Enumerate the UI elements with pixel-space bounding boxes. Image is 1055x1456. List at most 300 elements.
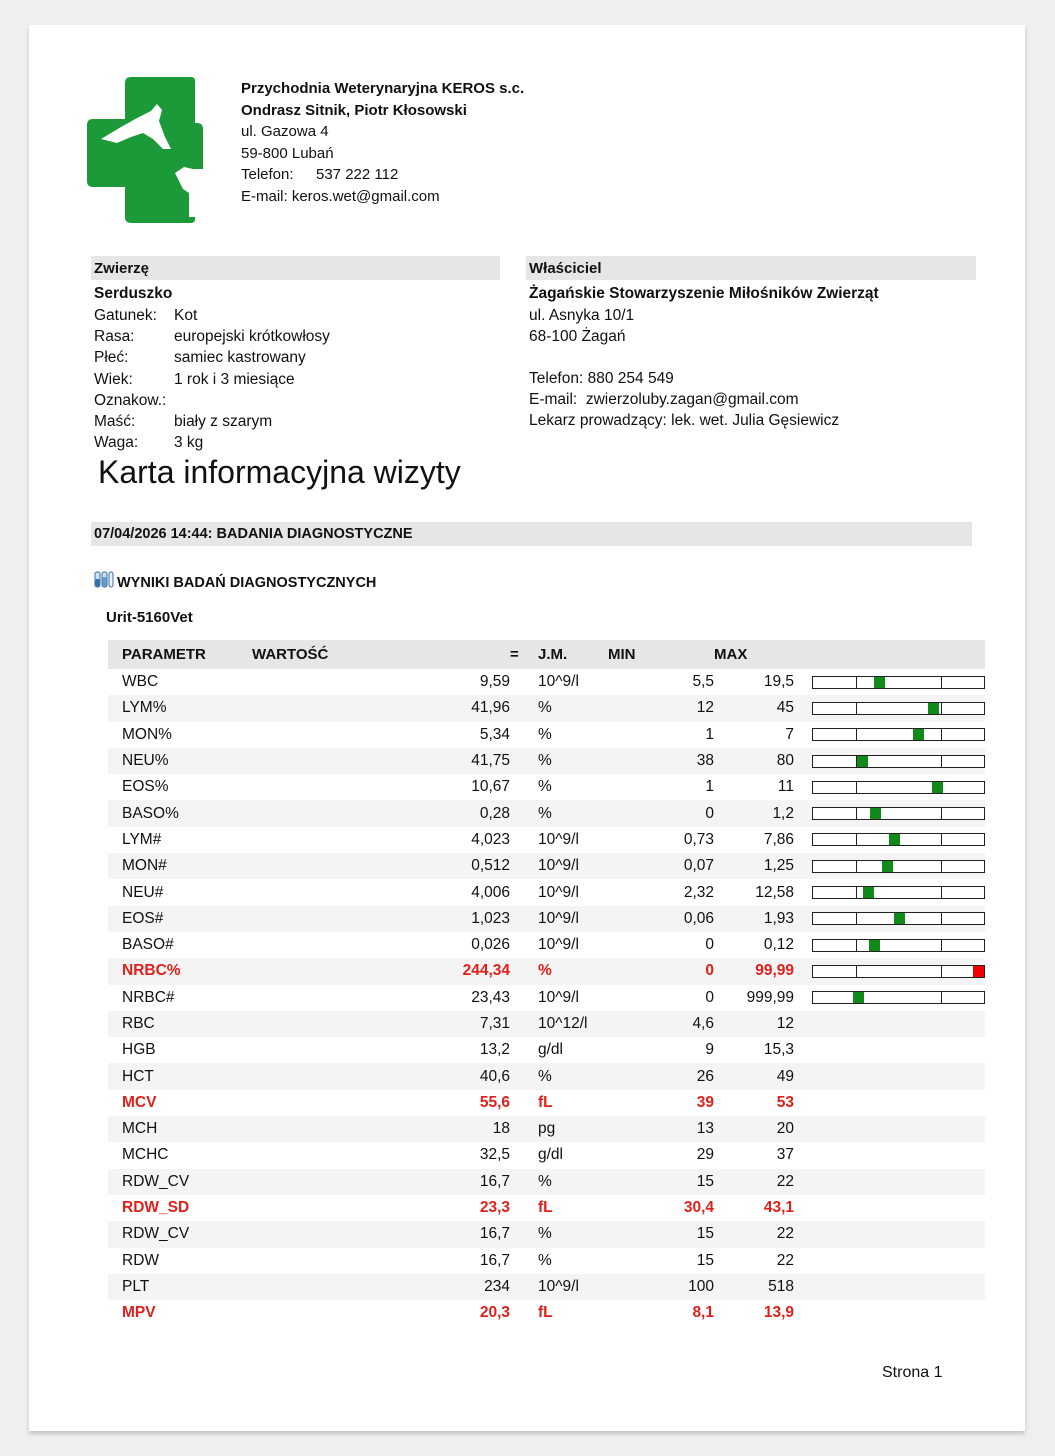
row-value: 41,96 [252, 695, 510, 721]
clinic-phone-row [241, 164, 524, 186]
row-max: 518 [714, 1274, 794, 1300]
animal-field-value: biały z szarym [174, 412, 273, 430]
table-row [108, 1221, 985, 1247]
row-unit: pg [536, 1116, 608, 1142]
row-unit: % [536, 800, 608, 826]
row-unit: 10^9/l [536, 1274, 608, 1300]
gauge-divider-high [941, 887, 942, 898]
row-unit: fL [538, 1199, 553, 1217]
animal-field-value: europejski krótkowłosy [174, 328, 330, 346]
gauge-marker [913, 729, 924, 740]
gauge-marker [870, 808, 881, 819]
row-value: 13,2 [479, 1041, 510, 1059]
owner-doctor-row [529, 410, 839, 431]
row-eq [510, 1063, 536, 1089]
row-param: BASO# [122, 936, 174, 954]
owner-phone-row [529, 368, 839, 389]
gauge-divider-low [856, 834, 857, 845]
row-gauge-cell [794, 985, 985, 1011]
row-min: 30,4 [683, 1199, 714, 1217]
row-max: 13,9 [763, 1304, 794, 1322]
table-row [108, 932, 985, 958]
range-gauge [812, 860, 985, 873]
row-value: 1,023 [252, 906, 510, 932]
animal-field-value: samiec kastrowany [174, 349, 306, 367]
clinic-phone-label: Telefon: [241, 166, 294, 183]
row-gauge-cell [794, 800, 985, 826]
animal-field-label: Oznakow.: [94, 391, 167, 409]
range-gauge [812, 886, 985, 899]
row-eq [510, 1221, 536, 1247]
animal-name: Serduszko [94, 285, 173, 302]
gauge-divider-high [941, 913, 942, 924]
row-eq [510, 906, 536, 932]
row-min: 0,73 [683, 830, 714, 848]
gauge-divider-low [856, 966, 857, 977]
row-value: 16,7 [252, 1169, 510, 1195]
clinic-logo-cross-icon [87, 77, 203, 223]
row-gauge-cell [794, 1063, 985, 1089]
gauge-marker [863, 887, 874, 898]
gauge-divider-low [856, 861, 857, 872]
document-title: Karta informacyjna wizyty [98, 454, 461, 490]
row-max: 22 [776, 1251, 794, 1269]
row-eq [510, 958, 536, 984]
row-gauge-cell [794, 1195, 985, 1221]
row-param: HCT [108, 1063, 252, 1089]
row-min: 15 [608, 1221, 714, 1247]
results-title: WYNIKI BADAŃ DIAGNOSTYCZNYCH [117, 575, 377, 591]
row-max: 11 [777, 778, 794, 796]
row-min: 2,32 [683, 883, 714, 901]
row-param: RDW_CV [108, 1169, 252, 1195]
owner-name: Żagańskie Stowarzyszenie Miłośników Zwierząt [529, 285, 879, 302]
table-row [108, 1169, 985, 1195]
row-eq [510, 1169, 536, 1195]
row-gauge-cell [794, 1037, 985, 1063]
row-value: 55,6 [479, 1093, 510, 1111]
row-gauge-cell [794, 1300, 985, 1326]
range-gauge [812, 965, 985, 978]
row-min: 9 [705, 1041, 714, 1059]
gauge-marker [869, 940, 880, 951]
row-eq [510, 1142, 536, 1168]
table-row [108, 1063, 985, 1089]
row-unit: % [536, 1221, 608, 1247]
row-param: NRBC% [108, 958, 252, 984]
row-max: 7,86 [763, 830, 794, 848]
col-header-param: PARAMETR [108, 640, 252, 669]
range-gauge [812, 755, 985, 768]
row-min: 12 [608, 695, 714, 721]
owner-address [529, 305, 634, 347]
row-unit: fL [538, 1304, 553, 1322]
animal-field-row [94, 390, 330, 411]
row-gauge-cell [794, 853, 985, 879]
table-row [108, 853, 985, 879]
row-gauge-cell [794, 1221, 985, 1247]
clinic-email-label: E-mail: [241, 187, 288, 205]
row-value: 18 [252, 1116, 510, 1142]
row-gauge-cell [794, 669, 985, 695]
row-eq [510, 1195, 536, 1221]
gauge-divider-low [856, 940, 857, 951]
gauge-divider-low [856, 808, 857, 819]
row-min: 26 [608, 1063, 714, 1089]
row-param: EOS% [122, 778, 169, 796]
gauge-marker [853, 992, 864, 1003]
range-gauge [812, 676, 985, 689]
owner-section-header: Właściciel [526, 256, 976, 280]
row-min: 5,5 [692, 673, 714, 691]
row-max: 22 [714, 1169, 794, 1195]
table-row [108, 774, 985, 800]
row-param: MPV [122, 1304, 156, 1322]
animal-field-row [94, 432, 330, 453]
row-max: 1,25 [714, 853, 794, 879]
page-number: Strona 1 [882, 1364, 943, 1381]
table-row [108, 800, 985, 826]
row-gauge-cell [794, 1116, 985, 1142]
row-param: MCH [108, 1116, 252, 1142]
row-eq [510, 1116, 536, 1142]
col-header-unit: J.M. [536, 640, 608, 669]
row-min: 39 [696, 1093, 714, 1111]
row-value: 0,512 [252, 853, 510, 879]
row-param: RBC [108, 1011, 252, 1037]
table-row [108, 695, 985, 721]
row-eq [510, 879, 536, 905]
row-min: 0 [705, 988, 714, 1006]
gauge-divider-high [941, 992, 942, 1003]
row-param: MCV [122, 1093, 157, 1111]
row-min: 8,1 [692, 1304, 714, 1322]
row-value: 20,3 [479, 1304, 510, 1322]
clinic-email-row [241, 186, 524, 208]
row-min: 1 [705, 778, 714, 796]
col-header-min: MIN [608, 640, 714, 669]
owner-email-label: E-mail: [529, 391, 578, 409]
row-param: RDW [122, 1251, 160, 1269]
row-eq [510, 774, 536, 800]
row-param: BASO% [108, 800, 252, 826]
gauge-marker [973, 966, 984, 977]
clinic-city: 59-800 Lubań [241, 144, 334, 162]
row-unit: 10^9/l [538, 883, 579, 901]
gauge-marker [882, 861, 893, 872]
row-gauge-cell [794, 932, 985, 958]
row-param: HGB [122, 1041, 156, 1059]
gauge-divider-low [856, 887, 857, 898]
document-page [29, 25, 1025, 1431]
row-value: 7,31 [252, 1011, 510, 1037]
row-min: 0,07 [608, 853, 714, 879]
owner-doctor: lek. wet. Julia Gęsiewicz [671, 412, 840, 430]
range-gauge [812, 702, 985, 715]
owner-contact [529, 368, 839, 432]
row-param: NEU# [122, 883, 164, 901]
col-header-max: MAX [714, 640, 794, 669]
owner-phone-label: Telefon: [529, 370, 584, 387]
row-min: 0 [608, 958, 714, 984]
row-param: NRBC# [122, 988, 175, 1006]
range-gauge [812, 912, 985, 925]
row-min: 15 [696, 1251, 714, 1269]
row-eq [510, 800, 536, 826]
row-gauge-cell [794, 1142, 985, 1168]
range-gauge [812, 833, 985, 846]
row-max: 0,12 [763, 936, 794, 954]
row-value: 41,75 [252, 748, 510, 774]
row-max: 99,99 [714, 958, 794, 984]
table-row [108, 1011, 985, 1037]
row-min: 1 [705, 725, 714, 743]
row-value: 16,7 [252, 1221, 510, 1247]
row-max: 49 [714, 1063, 794, 1089]
row-max: 19,5 [763, 673, 794, 691]
row-max: 15,3 [763, 1041, 794, 1059]
row-eq [510, 748, 536, 774]
table-row [108, 1300, 985, 1326]
row-unit: fL [538, 1093, 553, 1111]
row-unit: 10^9/l [538, 673, 579, 691]
row-unit: 10^9/l [536, 853, 608, 879]
row-unit: % [536, 695, 608, 721]
row-min: 15 [608, 1169, 714, 1195]
row-value: 0,026 [471, 936, 510, 954]
gauge-marker [932, 782, 943, 793]
row-param: EOS# [108, 906, 252, 932]
row-unit: 10^9/l [538, 988, 579, 1006]
row-gauge-cell [794, 774, 985, 800]
row-param: RDW_SD [122, 1199, 190, 1217]
row-unit: % [536, 958, 608, 984]
row-max: 12 [714, 1011, 794, 1037]
gauge-divider-high [941, 677, 942, 688]
row-max: 7 [785, 725, 794, 743]
table-row [108, 1116, 985, 1142]
row-gauge-cell [794, 958, 985, 984]
row-eq [510, 932, 536, 958]
animal-field-label: Waga: [94, 434, 139, 452]
row-value: 23,43 [471, 988, 510, 1006]
row-param: MON# [108, 853, 252, 879]
row-unit: 10^9/l [536, 906, 608, 932]
table-row [108, 722, 985, 748]
gauge-marker [874, 677, 885, 688]
row-gauge-cell [794, 879, 985, 905]
owner-city: 68-100 Żagań [529, 328, 626, 346]
table-row [108, 1195, 985, 1221]
row-min: 13 [608, 1116, 714, 1142]
animal-fields [94, 305, 330, 453]
animal-field-value: 1 rok i 3 miesiące [174, 370, 295, 388]
row-value: 32,5 [479, 1146, 510, 1164]
gauge-divider-high [941, 703, 942, 714]
row-unit: % [536, 748, 608, 774]
visit-header: 07/04/2026 14:44: BADANIA DIAGNOSTYCZNE [91, 522, 972, 546]
row-value: 40,6 [252, 1063, 510, 1089]
row-eq [510, 1274, 536, 1300]
gauge-divider-low [856, 782, 857, 793]
animal-field-label: Gatunek: [94, 307, 157, 324]
row-param: NEU% [108, 748, 252, 774]
row-eq [510, 1300, 536, 1326]
clinic-name: Przychodnia Weterynaryjna KEROS s.c. [241, 80, 525, 97]
row-value: 244,34 [252, 958, 510, 984]
row-unit: % [536, 1063, 608, 1089]
animal-section-header: Zwierzę [91, 256, 500, 280]
row-max: 1,2 [714, 800, 794, 826]
row-param: MCHC [122, 1146, 169, 1164]
col-header-eq: = [510, 640, 536, 669]
row-gauge-cell [794, 1011, 985, 1037]
gauge-marker [928, 703, 939, 714]
gauge-divider-high [941, 834, 942, 845]
row-min: 29 [696, 1146, 714, 1164]
row-min: 38 [608, 748, 714, 774]
owner-email-row [529, 389, 839, 410]
table-row [108, 1090, 985, 1116]
gauge-divider-high [941, 756, 942, 767]
row-gauge-cell [794, 695, 985, 721]
animal-field-label: Rasa: [94, 328, 135, 346]
row-eq [510, 1011, 536, 1037]
gauge-divider-high [941, 861, 942, 872]
row-max: 45 [714, 695, 794, 721]
col-header-value: WARTOŚĆ [252, 640, 510, 669]
row-value: 16,7 [479, 1251, 510, 1269]
range-gauge [812, 807, 985, 820]
table-row [108, 1037, 985, 1063]
row-eq [510, 722, 536, 748]
clinic-email: keros.wet@gmail.com [291, 187, 440, 205]
row-value: 10,67 [471, 778, 510, 796]
row-eq [510, 1248, 536, 1274]
animal-field-row [94, 411, 330, 432]
owner-email: zwierzoluby.zagan@gmail.com [585, 391, 799, 409]
gauge-divider-low [856, 913, 857, 924]
table-row [108, 906, 985, 932]
animal-field-label: Maść: [94, 412, 136, 430]
col-header-gauge [794, 640, 985, 669]
row-gauge-cell [794, 1169, 985, 1195]
row-eq [510, 985, 536, 1011]
gauge-divider-high [941, 966, 942, 977]
row-unit: % [538, 725, 552, 743]
clinic-phone: 537 222 112 [316, 166, 399, 183]
animal-field-label: Płeć: [94, 349, 129, 367]
row-gauge-cell [794, 1090, 985, 1116]
results-table-header [108, 640, 985, 669]
range-gauge [812, 781, 985, 794]
row-param: LYM# [122, 830, 162, 848]
table-row [108, 879, 985, 905]
row-gauge-cell [794, 1248, 985, 1274]
table-row [108, 1248, 985, 1274]
row-value: 4,006 [471, 883, 510, 901]
table-row [108, 985, 985, 1011]
row-min: 0 [705, 936, 714, 954]
row-eq [510, 827, 536, 853]
row-max: 43,1 [763, 1199, 794, 1217]
gauge-divider-low [856, 677, 857, 688]
table-row [108, 827, 985, 853]
row-max: 37 [776, 1146, 794, 1164]
range-gauge [812, 939, 985, 952]
row-gauge-cell [794, 748, 985, 774]
row-value: 0,28 [252, 800, 510, 826]
row-value: 5,34 [479, 725, 510, 743]
gauge-marker [889, 834, 900, 845]
row-unit: % [538, 778, 552, 796]
table-row [108, 1142, 985, 1168]
row-unit: 10^9/l [538, 936, 579, 954]
test-tubes-icon [94, 571, 114, 589]
row-param: MON% [122, 725, 172, 743]
row-param: RDW_CV [108, 1221, 252, 1247]
owner-phone: 880 254 549 [587, 370, 674, 387]
row-max: 22 [714, 1221, 794, 1247]
row-value: 23,3 [479, 1199, 510, 1217]
row-max: 80 [714, 748, 794, 774]
range-gauge [812, 728, 985, 741]
row-gauge-cell [794, 722, 985, 748]
clinic-info [241, 78, 524, 207]
animal-field-value: Kot [174, 307, 198, 324]
gauge-divider-low [856, 729, 857, 740]
row-min: 4,6 [608, 1011, 714, 1037]
row-unit: g/dl [538, 1146, 563, 1164]
range-gauge [812, 991, 985, 1004]
row-gauge-cell [794, 906, 985, 932]
row-unit: g/dl [538, 1041, 563, 1059]
animal-field-row [94, 369, 330, 390]
table-row [108, 748, 985, 774]
gauge-divider-high [941, 729, 942, 740]
clinic-street: ul. Gazowa 4 [241, 123, 329, 140]
owner-doctor-label: Lekarz prowadzący: [529, 412, 667, 430]
gauge-marker [857, 756, 868, 767]
row-eq [510, 1090, 536, 1116]
row-value: 9,59 [479, 673, 510, 691]
row-param: WBC [122, 673, 159, 691]
clinic-owners: Ondrasz Sitnik, Piotr Kłosowski [241, 101, 467, 119]
row-max: 1,93 [714, 906, 794, 932]
row-param: PLT [108, 1274, 252, 1300]
table-row [108, 958, 985, 984]
row-value: 234 [252, 1274, 510, 1300]
animal-field-label: Wiek: [94, 370, 133, 388]
results-table [108, 640, 985, 1326]
row-max: 999,99 [746, 988, 794, 1006]
animal-field-row [94, 326, 330, 347]
row-max: 53 [776, 1093, 794, 1111]
row-unit: % [538, 1251, 552, 1269]
gauge-divider-high [941, 940, 942, 951]
table-row [108, 1274, 985, 1300]
row-min: 0,06 [608, 906, 714, 932]
row-value: 4,023 [471, 830, 510, 848]
animal-field-value: 3 kg [174, 434, 204, 452]
row-gauge-cell [794, 827, 985, 853]
gauge-divider-low [856, 703, 857, 714]
row-min: 0 [608, 800, 714, 826]
results-heading [94, 571, 376, 591]
row-eq [510, 669, 536, 695]
row-max: 12,58 [755, 883, 794, 901]
row-eq [510, 1037, 536, 1063]
